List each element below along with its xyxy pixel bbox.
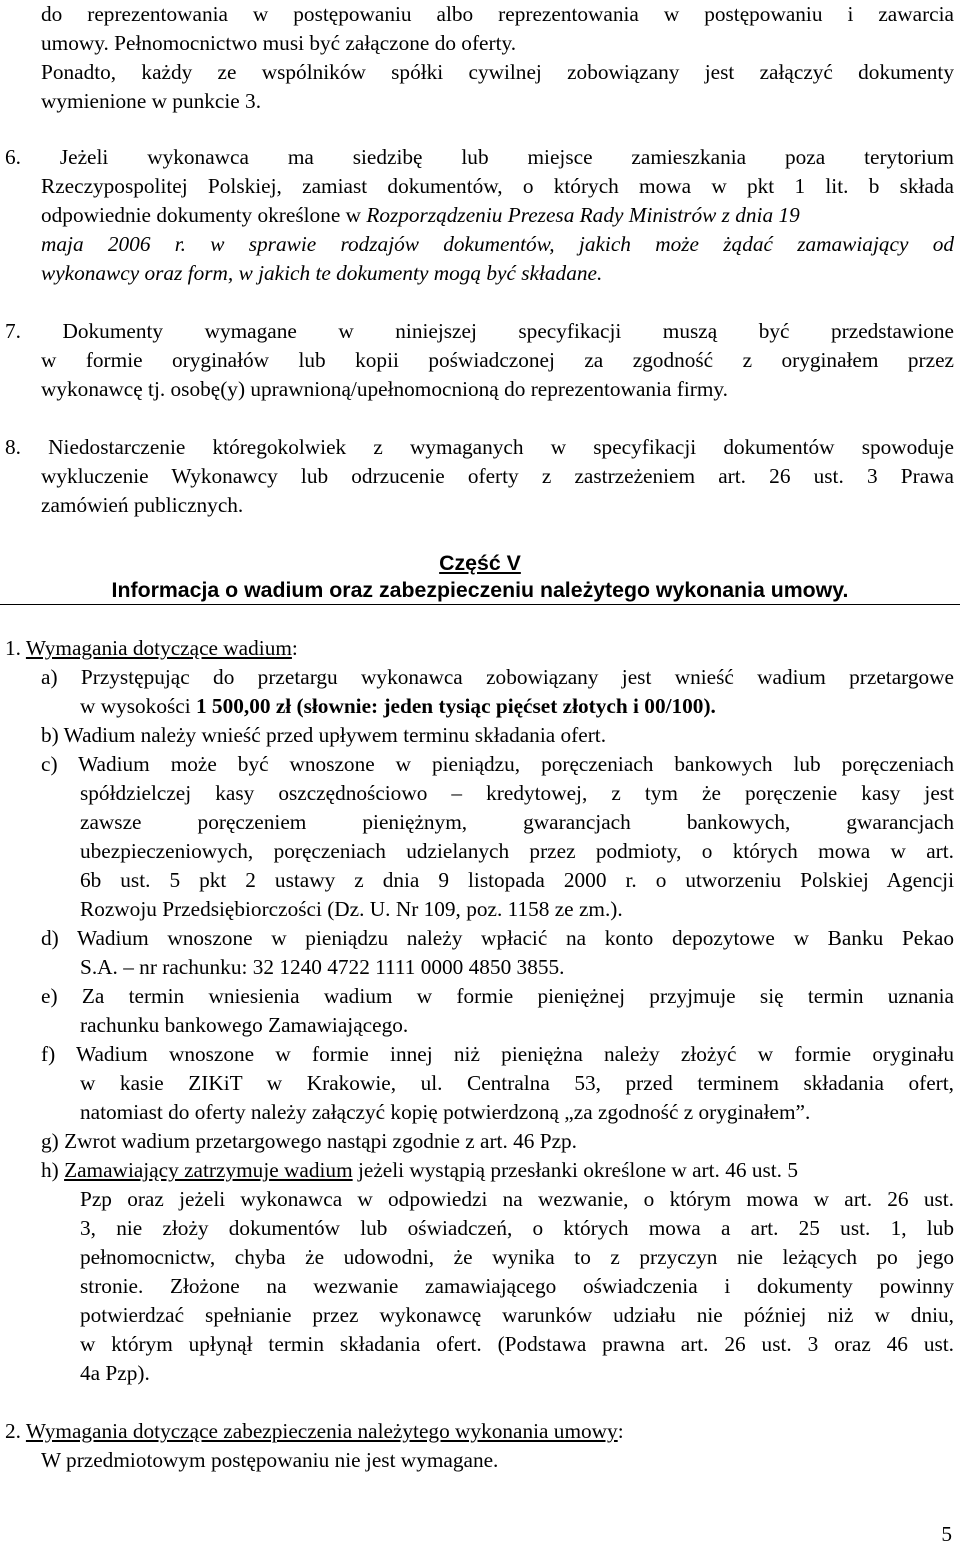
list-item-a: a) Przystępując do przetargu wykonawca zobowiązany jest wnieść wadium przetargowe bbox=[41, 665, 954, 689]
paragraph-7-line: 7. Dokumenty wymagane w niniejszej specyfikacji muszą być przedstawione bbox=[5, 319, 954, 343]
text-line: umowy. Pełnomocnictwo musi być załączone do oferty. bbox=[41, 31, 517, 55]
paragraph-7-line: wykonawcę tj. osobę(y) uprawnioną/upełnomocnioną do reprezentowania firmy. bbox=[41, 377, 728, 401]
list-item-c: zawsze poręczeniem pieniężnym, gwarancjach bankowych, gwarancjach bbox=[80, 810, 954, 834]
list-item-a: w wysokości 1 500,00 zł (słownie: jeden tysiąc pięćset złotych i 00/100). bbox=[80, 694, 716, 718]
list-item-h: 3, nie złoży dokumentów lub oświadczeń, o których mowa a art. 25 ust. 1, lub bbox=[80, 1216, 954, 1240]
paragraph-6-line: odpowiednie dokumenty określone w Rozporządzeniu Prezesa Rady Ministrów z dnia 19 bbox=[41, 203, 800, 227]
text-line: Ponadto, każdy ze wspólników spółki cywilnej zobowiązany jest załączyć dokumenty bbox=[41, 60, 954, 84]
text-line: do reprezentowania w postępowaniu albo reprezentowania w postępowaniu i zawarcia bbox=[41, 2, 954, 26]
list-item-d: d) Wadium wnoszone w pieniądzu należy wpłacić na konto depozytowe w Banku Pekao bbox=[41, 926, 954, 950]
list-item-e: e) Za termin wniesienia wadium w formie pieniężnej przyjmuje się termin uznania bbox=[41, 984, 954, 1008]
paragraph-7-line: w formie oryginałów lub kopii poświadczonej za zgodność z oryginałem przez bbox=[41, 348, 954, 372]
list-item-f: w kasie ZIKiT w Krakowie, ul. Centralna 53, przed terminem składania ofert, bbox=[80, 1071, 954, 1095]
requirement-2-text: W przedmiotowym postępowaniu nie jest wymagane. bbox=[41, 1448, 499, 1472]
list-item-f: natomiast do oferty należy załączyć kopię potwierdzoną „za zgodność z oryginałem”. bbox=[80, 1100, 811, 1124]
paragraph-8-line: zamówień publicznych. bbox=[41, 493, 244, 517]
requirement-2-heading: 2. Wymagania dotyczące zabezpieczenia należytego wykonania umowy: bbox=[5, 1419, 624, 1443]
paragraph-8-line: 8. Niedostarczenie któregokolwiek z wymaganych w specyfikacji dokumentów spowoduje bbox=[5, 435, 954, 459]
list-item-c: Rozwoju Przedsiębiorczości (Dz. U. Nr 109, poz. 1158 ze zm.). bbox=[80, 897, 623, 921]
paragraph-6-line: maja 2006 r. w sprawie rodzajów dokumentów, jakich może żądać zamawiający od bbox=[41, 232, 954, 256]
section-divider bbox=[0, 604, 960, 605]
list-item-c: spółdzielczej kasy oszczędnościowo – kredytowej, z tym że poręczenie kasy jest bbox=[80, 781, 954, 805]
list-item-h: pełnomocnictw, chyba że udowodni, że wynika to z przyczyn nie leżących po jego bbox=[80, 1245, 954, 1269]
section-title: Część V bbox=[439, 551, 521, 575]
list-item-e: rachunku bankowego Zamawiającego. bbox=[80, 1013, 409, 1037]
list-item-b: b) Wadium należy wnieść przed upływem terminu składania ofert. bbox=[41, 723, 607, 747]
paragraph-6-line: wykonawcy oraz form, w jakich te dokumenty mogą być składane. bbox=[41, 261, 603, 285]
list-item-g: g) Zwrot wadium przetargowego nastąpi zgodnie z art. 46 Pzp. bbox=[41, 1129, 578, 1153]
list-item-h: 4a Pzp). bbox=[80, 1361, 150, 1385]
list-item-c: ubezpieczeniowych, poręczeniach udzielanych przez podmioty, o których mowa w art. bbox=[80, 839, 954, 863]
list-item-h: w którym upłynął termin składania ofert. (Podstawa prawna art. 26 ust. 3 oraz 46 ust. bbox=[80, 1332, 954, 1356]
paragraph-6-line: 6. Jeżeli wykonawca ma siedzibę lub miejsce zamieszkania poza terytorium bbox=[5, 145, 954, 169]
list-item-h: Pzp oraz jeżeli wykonawca w odpowiedzi na wezwanie, o którym mowa w art. 26 ust. bbox=[80, 1187, 954, 1211]
list-item-d: S.A. – nr rachunku: 32 1240 4722 1111 0000 4850 3855. bbox=[80, 955, 565, 979]
list-item-f: f) Wadium wnoszone w formie innej niż pieniężna należy złożyć w formie oryginału bbox=[41, 1042, 954, 1066]
paragraph-6-line: Rzeczypospolitej Polskiej, zamiast dokumentów, o których mowa w pkt 1 lit. b składa bbox=[41, 174, 954, 198]
list-item-h: stronie. Złożone na wezwanie zamawiającego oświadczenia i dokumenty powinny bbox=[80, 1274, 954, 1298]
paragraph-8-line: wykluczenie Wykonawcy lub odrzucenie oferty z zastrzeżeniem art. 26 ust. 3 Prawa bbox=[41, 464, 954, 488]
page-number: 5 bbox=[941, 1522, 952, 1546]
section-subtitle: Informacja o wadium oraz zabezpieczeniu należytego wykonania umowy. bbox=[111, 578, 849, 602]
list-item-h: potwierdzać spełnianie przez wykonawcę warunków udziału nie później niż w dniu, bbox=[80, 1303, 954, 1327]
requirement-1-heading: 1. Wymagania dotyczące wadium: bbox=[5, 636, 298, 660]
list-item-c: 6b ust. 5 pkt 2 ustawy z dnia 9 listopada 2000 r. o utworzeniu Polskiej Agencji bbox=[80, 868, 954, 892]
text-line: wymienione w punkcie 3. bbox=[41, 89, 262, 113]
list-item-c: c) Wadium może być wnoszone w pieniądzu, poręczeniach bankowych lub poręczeniach bbox=[41, 752, 954, 776]
list-item-h: h) Zamawiający zatrzymuje wadium jeżeli wystąpią przesłanki określone w art. 46 ust. 5 bbox=[41, 1158, 798, 1182]
